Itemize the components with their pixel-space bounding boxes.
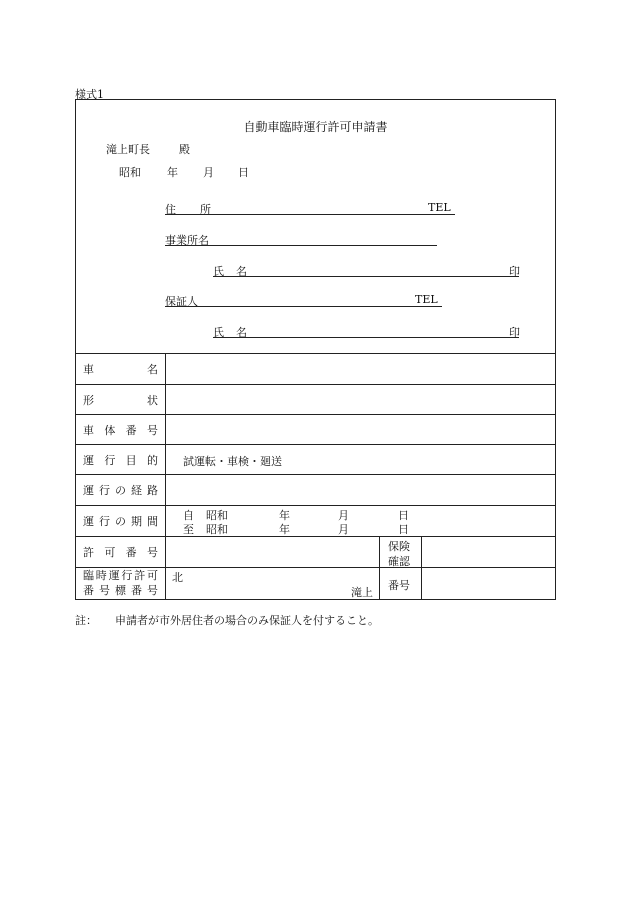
period-to-era: 昭和 bbox=[206, 523, 228, 536]
purpose-value: 試運転・車検・廻送 bbox=[183, 455, 282, 468]
guarantor-address-line[interactable] bbox=[165, 293, 442, 307]
row-route bbox=[75, 475, 556, 506]
row-chassis-number bbox=[75, 415, 556, 445]
plate-suffix: 滝上 bbox=[351, 586, 373, 599]
applicant-address-label: 住 所 bbox=[165, 203, 211, 216]
row-period bbox=[75, 506, 556, 537]
footnote-label: 註： bbox=[75, 614, 97, 627]
period-from-prefix: 自 bbox=[183, 509, 194, 522]
date-year: 年 bbox=[167, 166, 178, 179]
model-field[interactable] bbox=[166, 385, 555, 414]
footnote bbox=[75, 612, 379, 628]
plate-prefix: 北 bbox=[172, 571, 183, 584]
addressee-honorific: 殿 bbox=[179, 143, 190, 156]
applicant-office-label: 事業所名 bbox=[165, 234, 209, 247]
period-to-prefix: 至 bbox=[183, 523, 194, 536]
row-permit-number bbox=[75, 537, 556, 568]
chassis-number-field[interactable] bbox=[166, 415, 555, 444]
date-era: 昭和 bbox=[119, 166, 141, 179]
period-to-day: 日 bbox=[398, 523, 409, 536]
guarantor-label: 保証人 bbox=[165, 295, 198, 308]
number-label: 番号 bbox=[380, 568, 422, 599]
purpose-field[interactable] bbox=[166, 445, 555, 474]
permit-number-label: 許 可 番 号 bbox=[76, 537, 166, 567]
period-from-era: 昭和 bbox=[206, 509, 228, 522]
permit-number-field[interactable] bbox=[166, 537, 380, 567]
period-label: 運 行 の 期 間 bbox=[76, 506, 166, 536]
footnote-text: 申請者が市外居住者の場合のみ保証人を付すること。 bbox=[115, 614, 379, 627]
car-name-field[interactable] bbox=[166, 354, 555, 384]
chassis-number-label: 車 体 番 号 bbox=[76, 415, 166, 444]
number-field[interactable] bbox=[422, 568, 555, 599]
period-to-year: 年 bbox=[279, 523, 290, 536]
period-from-day: 日 bbox=[398, 509, 409, 522]
car-name-label: 車 名 bbox=[76, 354, 166, 384]
row-model bbox=[75, 385, 556, 415]
purpose-label: 運 行 目 的 bbox=[76, 445, 166, 474]
guarantor-seal-mark: 印 bbox=[509, 326, 520, 339]
applicant-name-label: 氏 名 bbox=[213, 265, 247, 278]
insurance-label: 保険 確認 bbox=[380, 537, 422, 567]
date-day: 日 bbox=[238, 166, 249, 179]
period-field[interactable] bbox=[166, 506, 555, 536]
row-temporary-plate bbox=[75, 568, 556, 600]
model-label: 形 状 bbox=[76, 385, 166, 414]
period-to-month: 月 bbox=[338, 523, 349, 536]
guarantor-name-label: 氏 名 bbox=[213, 326, 247, 339]
guarantor-tel-label: TEL bbox=[415, 293, 438, 306]
row-purpose bbox=[75, 445, 556, 475]
applicant-seal-mark: 印 bbox=[509, 265, 520, 278]
row-car-name bbox=[75, 354, 556, 385]
applicant-name-line[interactable] bbox=[213, 263, 519, 277]
guarantor-name-line[interactable] bbox=[213, 324, 519, 338]
application-header-box bbox=[75, 99, 556, 354]
period-from-month: 月 bbox=[338, 509, 349, 522]
route-label: 運 行 の 経 路 bbox=[76, 475, 166, 505]
temporary-plate-field[interactable] bbox=[166, 568, 380, 599]
applicant-office-line[interactable] bbox=[165, 232, 437, 246]
applicant-tel-label: TEL bbox=[428, 201, 451, 214]
addressee-name: 滝上町長 bbox=[106, 143, 150, 156]
document-title: 自動車臨時運行許可申請書 bbox=[243, 120, 388, 134]
form-number-label: 様式1 bbox=[75, 88, 104, 101]
insurance-field[interactable] bbox=[422, 537, 555, 567]
route-field[interactable] bbox=[166, 475, 555, 505]
date-month: 月 bbox=[203, 166, 214, 179]
period-from-year: 年 bbox=[279, 509, 290, 522]
applicant-address-line[interactable] bbox=[165, 201, 455, 215]
temporary-plate-label: 臨 時 運 行 許 可 番 号 標 番 号 bbox=[76, 568, 166, 599]
